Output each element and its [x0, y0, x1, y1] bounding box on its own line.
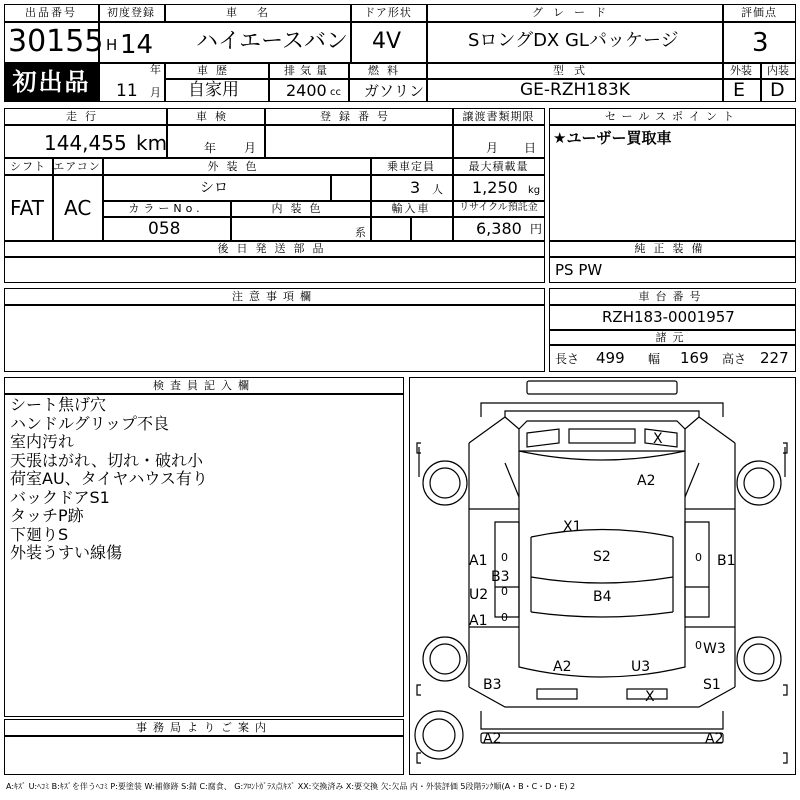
- damage-mark: B3: [491, 569, 510, 585]
- first-registration-label: 初度登録: [107, 6, 155, 19]
- deadline-day-unit: 日: [524, 141, 537, 155]
- width: 169: [680, 349, 709, 367]
- inspector-note: 荷室AU、タイヤハウス有り: [10, 469, 208, 488]
- inspector-note: 室内汚れ: [10, 432, 75, 451]
- side-mark: 0: [501, 551, 508, 564]
- interior-grade: D: [770, 79, 785, 101]
- month-unit: 月: [150, 86, 161, 99]
- damage-mark: W3: [703, 641, 726, 657]
- damage-mark: U2: [469, 587, 489, 603]
- exterior-grade-label: 外装: [730, 64, 752, 77]
- displacement: 2400: [286, 81, 327, 100]
- legend-text: A:ｷｽﾞ U:ﾍｺﾐ B:ｷｽﾞを伴うﾍｺﾐ P:要塗装 W:補修跡 S:錆 C:腐食、 G:ﾌﾛﾝﾄｶﾞﾗｽ点ｷｽﾞ XX:交換済み X:要交換 欠:欠品 内・外装評価 5段階ﾗﾝｸ順(A・B・C・D・E) 2: [6, 782, 576, 791]
- registration-month: 11: [116, 81, 138, 101]
- length-label: 長さ: [555, 352, 580, 366]
- height-label: 高さ: [722, 352, 747, 366]
- year-unit: 年: [150, 63, 161, 76]
- inspection-year-unit: 年: [204, 141, 217, 155]
- office-notice-label: 事務局よりご案内: [136, 721, 272, 734]
- lot-number: 30155: [8, 24, 104, 59]
- damage-mark: A2: [637, 473, 656, 489]
- registration-year: 14: [120, 30, 154, 60]
- first-listing-badge: 初出品: [5, 64, 98, 101]
- side-mark: 0: [501, 585, 508, 598]
- damage-mark: A2: [553, 659, 572, 675]
- door-type: 4V: [372, 29, 402, 54]
- inspector-note: 天張はがれ、切れ・破れ小: [10, 450, 203, 470]
- car-name: ハイエースバン: [196, 29, 349, 54]
- recycle-fee-unit: 円: [530, 222, 543, 236]
- chassis-number-label: 車台番号: [638, 290, 707, 303]
- height: 227: [760, 349, 789, 367]
- interior-grade-label: 内装: [767, 64, 789, 77]
- score-label: 評価点: [741, 6, 777, 19]
- specs-label: 諸元: [655, 331, 690, 344]
- side-mark: 0: [695, 639, 702, 652]
- document-deadline-label: 譲渡書類期限: [462, 110, 535, 123]
- damage-mark: U3: [631, 659, 651, 675]
- displacement-label: 排気量: [284, 64, 332, 77]
- seats: 3: [410, 178, 421, 197]
- load-unit: kg: [528, 185, 541, 196]
- seats-unit: 人: [432, 183, 443, 196]
- displacement-unit: cc: [330, 87, 341, 98]
- length: 499: [596, 349, 625, 367]
- mileage-unit: km: [136, 131, 168, 155]
- damage-mark: A1: [469, 613, 488, 629]
- damage-mark: S1: [703, 677, 721, 693]
- deadline-month-unit: 月: [486, 141, 499, 155]
- mileage: 144,455: [44, 131, 127, 155]
- inspector-notes-list: [10, 396, 208, 563]
- inspector-notes-label: 検査員記入欄: [153, 379, 255, 392]
- max-load-label: 最大積載量: [468, 160, 529, 173]
- later-parts-label: 後日発送部品: [217, 242, 332, 255]
- import-label: 輸入車: [391, 202, 431, 215]
- inspector-note: バックドアS1: [10, 487, 110, 507]
- color-number-label: カラーNo.: [128, 202, 204, 215]
- grade-label: グレード: [532, 6, 616, 19]
- fuel-label: 燃料: [368, 64, 406, 77]
- lot-number-label: 出品番号: [25, 6, 77, 19]
- chassis-number: RZH183-0001957: [602, 308, 735, 326]
- interior-color-label: 内装色: [271, 202, 329, 215]
- shift-type: FAT: [10, 196, 45, 220]
- interior-color-unit: 系: [355, 226, 366, 239]
- damage-mark: A2: [705, 731, 724, 747]
- registration-number-label: 登録番号: [320, 110, 396, 123]
- body-color: シロ: [200, 180, 228, 196]
- fuel-type: ガソリン: [364, 82, 425, 100]
- side-mark: 0: [695, 551, 702, 564]
- ac-type: AC: [64, 196, 92, 220]
- width-label: 幅: [648, 352, 661, 366]
- equipment: PS PW: [555, 261, 603, 279]
- ac-label: エアコン: [53, 160, 101, 173]
- inspection-month-unit: 月: [244, 141, 257, 155]
- damage-marks: [469, 431, 736, 747]
- inspection-label: 車検: [196, 110, 234, 123]
- model-code: GE-RZH183K: [520, 80, 630, 100]
- overall-score: 3: [752, 28, 769, 58]
- car-name-label: 車名: [226, 6, 288, 19]
- damage-mark: B4: [593, 589, 612, 605]
- damage-mark: B1: [717, 553, 736, 569]
- damage-mark: B3: [483, 677, 502, 693]
- side-mark: 0: [501, 611, 508, 624]
- damage-mark: A1: [469, 553, 488, 569]
- grade: SロングDX GLパッケージ: [468, 30, 679, 51]
- inspector-note: ハンドルグリップ不良: [10, 413, 170, 433]
- door-label: ドア形状: [364, 6, 412, 19]
- damage-mark: X: [645, 689, 655, 705]
- body-color-label: 外装色: [207, 160, 265, 173]
- exterior-grade: E: [733, 79, 746, 101]
- history-label: 車歴: [197, 64, 235, 77]
- notes-label: 注意事項欄: [232, 290, 317, 303]
- mileage-label: 走行: [66, 110, 104, 123]
- era-mark: H: [106, 36, 118, 54]
- seats-label: 乗車定員: [387, 160, 435, 173]
- damage-mark: A2: [483, 731, 502, 747]
- inspector-note: シート焦げ穴: [10, 395, 107, 414]
- sales-point-text: ★ユーザー買取車: [553, 129, 672, 147]
- damage-mark: X: [653, 431, 663, 447]
- car-damage-diagram: [409, 377, 796, 775]
- vehicle-history: 自家用: [188, 80, 239, 100]
- color-number: 058: [148, 219, 181, 239]
- inspector-note: 外装うすい線傷: [10, 543, 123, 562]
- max-load: 1,250: [472, 178, 518, 197]
- inspector-note: 下廻りS: [10, 524, 69, 544]
- recycle-fee-label: リサイクル預託金: [459, 202, 538, 213]
- damage-mark: X1: [563, 519, 582, 535]
- model-label: 型式: [553, 64, 595, 77]
- recycle-fee: 6,380: [476, 219, 522, 238]
- sales-points-label: セールスポイント: [604, 110, 740, 123]
- damage-mark: S2: [593, 549, 611, 565]
- equipment-label: 純正装備: [634, 242, 711, 255]
- shift-label: シフト: [10, 160, 46, 173]
- inspector-note: タッチP跡: [10, 506, 84, 525]
